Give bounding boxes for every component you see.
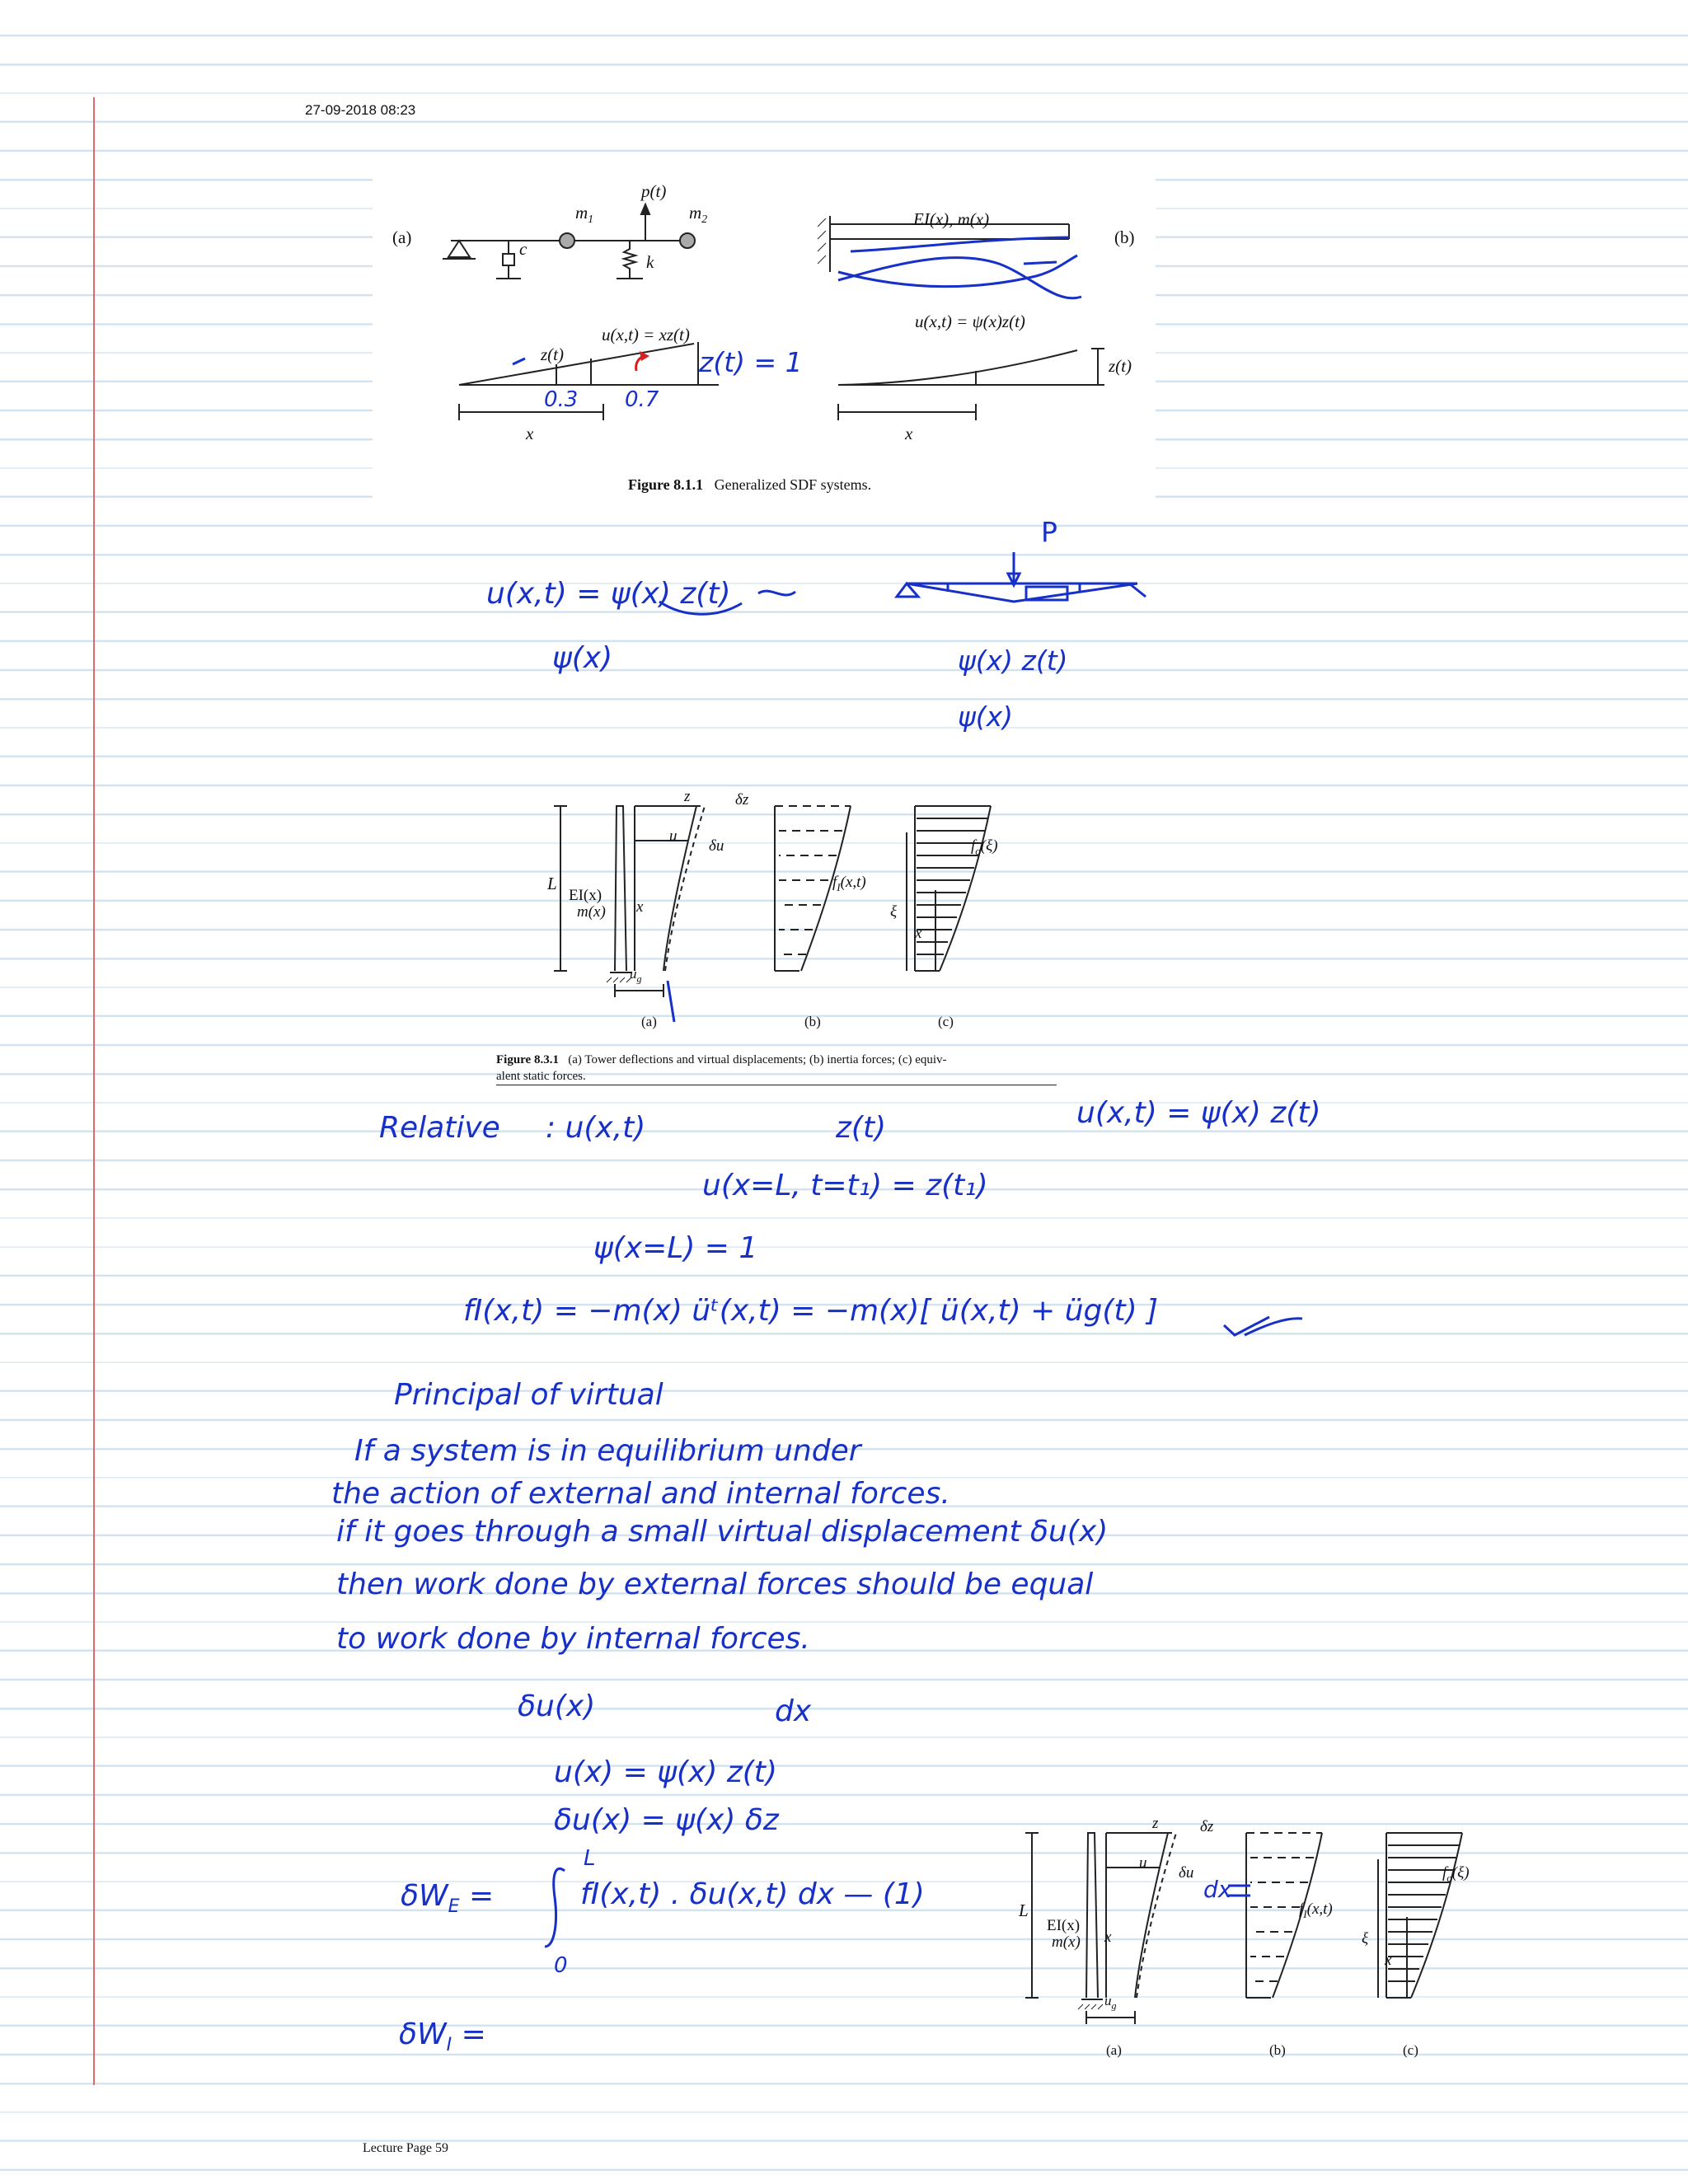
hw-psi-1: ψ(x) <box>552 641 613 675</box>
fig3-du: δu <box>1179 1864 1194 1882</box>
hw-eq-u: u(x,t) = ψ(x) z(t) <box>486 577 731 611</box>
hw-line3: if it goes through a small virtual displacement δu(x) <box>336 1515 1109 1549</box>
fig2-label-c: (c) <box>938 1014 954 1029</box>
hw-psi-z: ψ(x) z(t) <box>958 644 1068 677</box>
hw-dx: dx <box>775 1694 812 1728</box>
figure-8-1-1-drawing <box>373 173 1156 503</box>
hw-psi-L: ψ(x=L) = 1 <box>593 1231 758 1265</box>
hw-z-equals-1: z(t) = 1 <box>699 346 803 378</box>
hw-underline-squiggle <box>651 585 816 618</box>
fig1-u-xt-b: u(x,t) = ψ(x)z(t) <box>915 312 1025 331</box>
fig3-label-c: (c) <box>1403 2042 1418 2058</box>
fig2-z: z <box>684 788 691 805</box>
fig1-u-xt-a: u(x,t) = xz(t) <box>602 325 690 344</box>
fig2-du: δu <box>709 837 724 855</box>
hw-fI-eq: fI(x,t) = −m(x) üᵗ(x,t) = −m(x)[ ü(x,t) + üg(t) ] <box>463 1294 1159 1328</box>
fig2-EI: EI(x) <box>569 887 603 904</box>
page-footer: Lecture Page 59 <box>363 2141 448 2155</box>
figure-8-3-1-drawing <box>536 783 1047 1038</box>
fig1-ei-mx: EI(x), m(x) <box>913 209 990 229</box>
fig2-label-a: (a) <box>641 1014 657 1029</box>
fig3-label-b: (b) <box>1269 2042 1286 2058</box>
fig3-z: z <box>1152 1815 1159 1832</box>
hw-beam-sketch <box>890 536 1162 610</box>
hw-du-x: δu(x) <box>518 1690 596 1723</box>
fig1-c: c <box>519 239 528 259</box>
hw-P: P <box>1041 516 1057 548</box>
hw-int-lower: 0 <box>554 1953 568 1978</box>
fig2-fI: $f_I(x,t)$ <box>832 874 866 893</box>
fig1-p-t: p(t) <box>641 181 667 201</box>
hw-0-7: 0.7 <box>625 387 659 412</box>
hw-principal: Principal of virtual <box>394 1378 663 1412</box>
hw-ux-eq: u(x) = ψ(x) z(t) <box>554 1755 777 1789</box>
fig2-u: u <box>669 827 678 845</box>
fig2-ug: $u_g$ <box>630 966 642 985</box>
hw-relative: Relative <box>379 1111 500 1145</box>
fig3-EI: EI(x) <box>1047 1917 1081 1934</box>
fig1-z-t-b: z(t) <box>1109 356 1132 376</box>
fig2-x-c: x <box>915 925 922 942</box>
hw-integral-sign <box>540 1864 573 1955</box>
fig1-label-a: (a) <box>392 227 412 247</box>
hw-rel-u: : u(x,t) <box>546 1111 646 1145</box>
fig2-dz: δz <box>735 791 749 808</box>
hw-integrand: fI(x,t) . δu(x,t) dx — (1) <box>580 1877 925 1911</box>
fig1-label-b: (b) <box>1114 227 1135 247</box>
margin-line <box>93 97 95 2085</box>
fig3-dz: δz <box>1200 1818 1214 1835</box>
fig3-x-c: x <box>1385 1952 1392 1969</box>
hw-u-L: u(x=L, t=t₁) = z(t₁) <box>702 1169 988 1202</box>
fig2-xi: ξ <box>890 903 898 921</box>
fig3-fo: $f_o(\xi)$ <box>1442 1864 1470 1884</box>
fig1-x-b: x <box>905 424 913 443</box>
fig1-k: k <box>646 252 654 272</box>
fig1-z-t-a: z(t) <box>541 344 564 364</box>
hw-int-upper: L <box>584 1846 596 1871</box>
hw-dWI: $\delta W_I$ = <box>399 2018 486 2056</box>
hw-0-3: 0.3 <box>544 387 579 412</box>
fig2-label-b: (b) <box>804 1014 821 1029</box>
fig1-caption: Figure 8.1.1 Generalized SDF systems. <box>628 476 872 493</box>
hw-dux-eq: δu(x) = ψ(x) δz <box>554 1803 779 1837</box>
figure-8-3-1-copy-drawing <box>1007 1810 1518 2065</box>
hw-line5: to work done by internal forces. <box>336 1622 810 1656</box>
fig1-m2: $m_2$ <box>689 203 708 227</box>
fig3-xi: ξ <box>1362 1930 1369 1947</box>
hw-rel-eq: u(x,t) = ψ(x) z(t) <box>1076 1096 1321 1130</box>
fig3-ug: $u_g$ <box>1104 1993 1117 2012</box>
fig2-x: x <box>636 898 644 916</box>
fig3-mx: m(x) <box>1052 1933 1081 1951</box>
fig3-u: u <box>1139 1854 1147 1872</box>
fig2-fo: $f_o(\xi)$ <box>971 837 998 857</box>
fig2-L: L <box>547 874 557 893</box>
hw-line2: the action of external and internal forces. <box>331 1477 950 1511</box>
hw-dWE: $\delta W_E$ = <box>401 1879 495 1918</box>
fig2-caption: Figure 8.3.1 (a) Tower deflections and virtual displacements; (b) inertia forces; (c) equiv- alent static forces. <box>496 1052 1057 1085</box>
hw-dx-small: dx <box>1203 1876 1232 1903</box>
fig1-m1: $m_1$ <box>575 203 594 227</box>
fig3-label-a: (a) <box>1106 2042 1122 2058</box>
timestamp: 27-09-2018 08:23 <box>305 102 416 118</box>
fig3-fI: $f_I(x,t)$ <box>1299 1900 1333 1920</box>
hw-checkmark <box>1220 1309 1311 1342</box>
fig1-x-a: x <box>526 424 534 443</box>
fig3-x: x <box>1104 1929 1112 1946</box>
hw-line1: If a system is in equilibrium under <box>354 1434 861 1468</box>
hw-line4: then work done by external forces should be equal <box>336 1568 1094 1601</box>
hw-psi-2: ψ(x) <box>958 701 1014 733</box>
hw-rel-z: z(t) <box>836 1111 887 1145</box>
fig2-mx: m(x) <box>577 903 606 921</box>
fig3-L: L <box>1019 1900 1029 1920</box>
